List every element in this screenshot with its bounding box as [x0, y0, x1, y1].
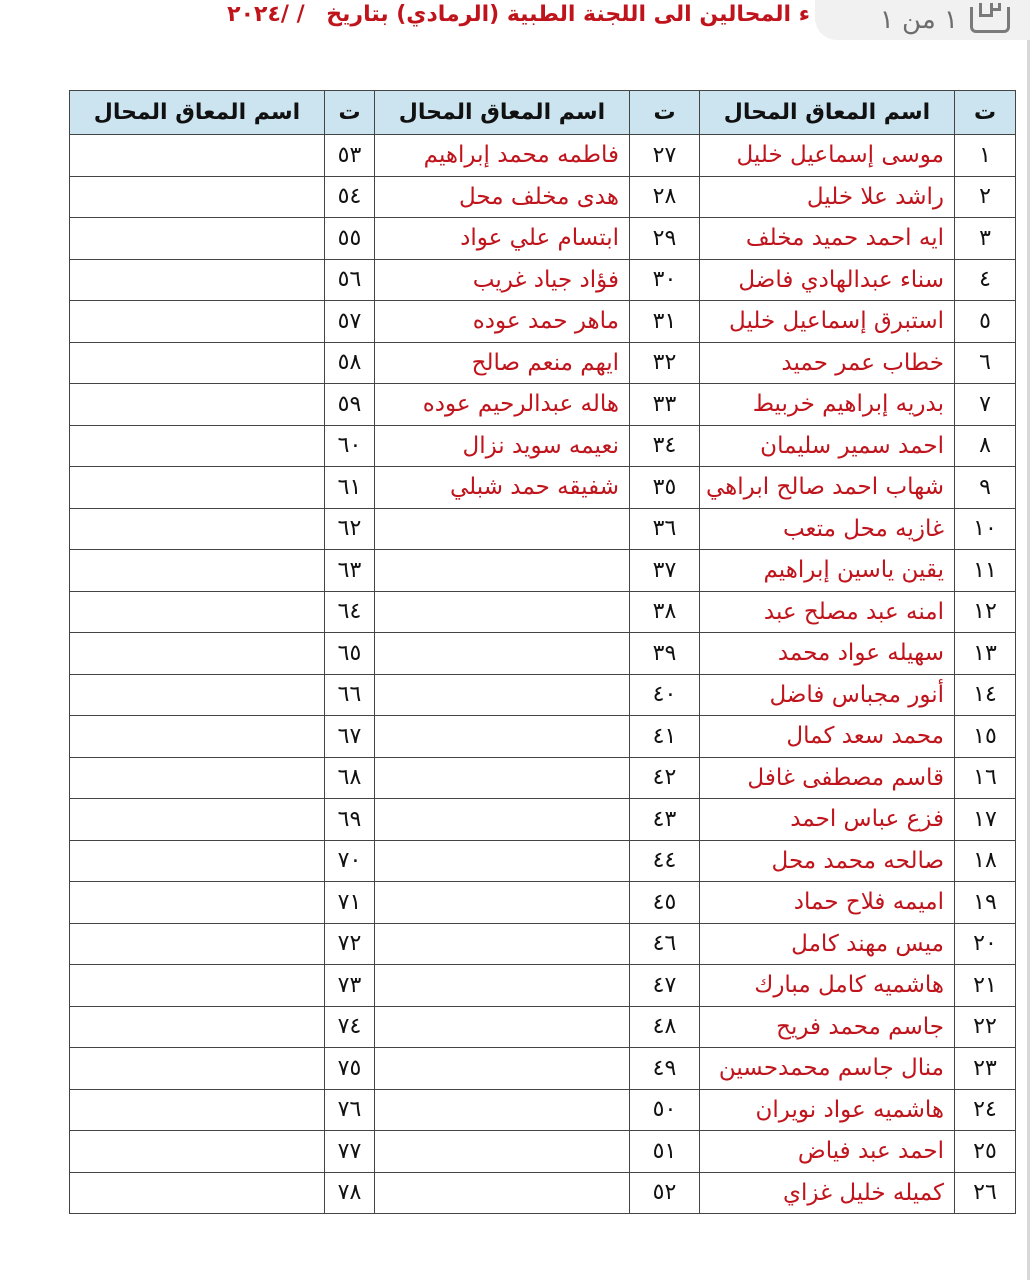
- row-number-3: ٧٨: [325, 1172, 375, 1214]
- table-row: [70, 1172, 1016, 1214]
- page-indicator[interactable]: [815, 0, 1030, 40]
- person-name-1: اميمه فلاح حماد: [700, 882, 955, 924]
- row-number-2: ٣٧: [630, 550, 700, 592]
- row-number-1: ٣: [955, 218, 1016, 260]
- person-name-1: راشد علا خليل: [700, 176, 955, 218]
- row-number-2: ٣١: [630, 301, 700, 343]
- pages-icon[interactable]: [970, 7, 1010, 33]
- header-name-3: اسم المعاق المحال: [70, 91, 325, 135]
- person-name-2: [375, 1131, 630, 1173]
- person-name-1: ايه احمد حميد مخلف: [700, 218, 955, 260]
- row-number-2: ٤٥: [630, 882, 700, 924]
- person-name-3: [70, 259, 325, 301]
- row-number-2: ٤٧: [630, 965, 700, 1007]
- row-number-3: ٥٦: [325, 259, 375, 301]
- person-name-1: هاشميه كامل مبارك: [700, 965, 955, 1007]
- table-row: [70, 840, 1016, 882]
- row-number-2: ٣٢: [630, 342, 700, 384]
- row-number-3: ٦٠: [325, 425, 375, 467]
- row-number-1: ٢٢: [955, 1006, 1016, 1048]
- person-name-3: [70, 135, 325, 177]
- row-number-3: ٦٨: [325, 757, 375, 799]
- table-row: [70, 259, 1016, 301]
- person-name-2: [375, 591, 630, 633]
- person-name-1: كميله خليل غزاي: [700, 1172, 955, 1214]
- row-number-1: ٦: [955, 342, 1016, 384]
- table-row: [70, 882, 1016, 924]
- row-number-3: ٥٩: [325, 384, 375, 426]
- person-name-2: [375, 633, 630, 675]
- person-name-1: هاشميه عواد نويران: [700, 1089, 955, 1131]
- header-name-2: اسم المعاق المحال: [375, 91, 630, 135]
- row-number-3: ٧٣: [325, 965, 375, 1007]
- row-number-2: ٤٤: [630, 840, 700, 882]
- person-name-3: [70, 1131, 325, 1173]
- row-number-2: ٣٠: [630, 259, 700, 301]
- person-name-3: [70, 1006, 325, 1048]
- header-name-1: اسم المعاق المحال: [700, 91, 955, 135]
- person-name-2: هاله عبدالرحيم عوده: [375, 384, 630, 426]
- table-row: [70, 965, 1016, 1007]
- header-number-2: ت: [630, 91, 700, 135]
- title-leading-glyph: ء: [798, 2, 810, 27]
- person-name-1: محمد سعد كمال: [700, 716, 955, 758]
- person-name-3: [70, 633, 325, 675]
- person-name-3: [70, 716, 325, 758]
- table-row: [70, 176, 1016, 218]
- person-name-1: شهاب احمد صالح ابراهي: [700, 467, 955, 509]
- row-number-2: ٤٢: [630, 757, 700, 799]
- person-name-1: صالحه محمد محل: [700, 840, 955, 882]
- table-row: [70, 674, 1016, 716]
- row-number-1: ١٥: [955, 716, 1016, 758]
- row-number-1: ١: [955, 135, 1016, 177]
- row-number-2: ٣٦: [630, 508, 700, 550]
- row-number-3: ٧٥: [325, 1048, 375, 1090]
- person-name-1: موسى إسماعيل خليل: [700, 135, 955, 177]
- row-number-3: ٦٢: [325, 508, 375, 550]
- row-number-2: ٤٣: [630, 799, 700, 841]
- person-name-2: [375, 674, 630, 716]
- row-number-1: ٢٣: [955, 1048, 1016, 1090]
- person-name-2: ايهم منعم صالح: [375, 342, 630, 384]
- person-name-3: [70, 508, 325, 550]
- person-name-3: [70, 923, 325, 965]
- row-number-3: ٧٧: [325, 1131, 375, 1173]
- person-name-2: نعيمه سويد نزال: [375, 425, 630, 467]
- table-row: [70, 1048, 1016, 1090]
- row-number-3: ٦٩: [325, 799, 375, 841]
- row-number-1: ٨: [955, 425, 1016, 467]
- person-name-1: فزع عباس احمد: [700, 799, 955, 841]
- person-name-1: خطاب عمر حميد: [700, 342, 955, 384]
- person-name-1: غازيه محل متعب: [700, 508, 955, 550]
- row-number-3: ٧٤: [325, 1006, 375, 1048]
- person-name-3: [70, 425, 325, 467]
- person-name-3: [70, 550, 325, 592]
- person-name-1: جاسم محمد فريح: [700, 1006, 955, 1048]
- person-name-3: [70, 799, 325, 841]
- row-number-3: ٥٥: [325, 218, 375, 260]
- table-row: [70, 550, 1016, 592]
- person-name-2: فؤاد جياد غريب: [375, 259, 630, 301]
- person-name-2: [375, 1048, 630, 1090]
- person-name-1: استبرق إسماعيل خليل: [700, 301, 955, 343]
- person-name-3: [70, 384, 325, 426]
- table-row: [70, 1131, 1016, 1173]
- row-number-2: ٥٠: [630, 1089, 700, 1131]
- person-name-3: [70, 301, 325, 343]
- person-name-2: هدى مخلف محل: [375, 176, 630, 218]
- row-number-2: ٢٩: [630, 218, 700, 260]
- table-row: [70, 799, 1016, 841]
- person-name-3: [70, 591, 325, 633]
- person-name-3: [70, 674, 325, 716]
- table-row: [70, 384, 1016, 426]
- row-number-3: ٦٦: [325, 674, 375, 716]
- person-name-3: [70, 1172, 325, 1214]
- referrals-table: [69, 90, 1016, 1214]
- person-name-3: [70, 1089, 325, 1131]
- person-name-3: [70, 342, 325, 384]
- row-number-2: ٤١: [630, 716, 700, 758]
- row-number-2: ٤٠: [630, 674, 700, 716]
- person-name-2: [375, 840, 630, 882]
- title-date: / /٢٠٢٤: [227, 2, 305, 27]
- person-name-1: ميس مهند كامل: [700, 923, 955, 965]
- person-name-3: [70, 965, 325, 1007]
- row-number-2: ٥٢: [630, 1172, 700, 1214]
- row-number-1: ١٢: [955, 591, 1016, 633]
- row-number-1: ٢٦: [955, 1172, 1016, 1214]
- person-name-1: بدريه إبراهيم خربيط: [700, 384, 955, 426]
- person-name-3: [70, 757, 325, 799]
- person-name-1: سناء عبدالهادي فاضل: [700, 259, 955, 301]
- person-name-2: [375, 1089, 630, 1131]
- row-number-1: ١٨: [955, 840, 1016, 882]
- title-text: المحالين الى اللجنة الطبية (الرمادي) بتاريخ: [326, 2, 792, 27]
- row-number-1: ٢: [955, 176, 1016, 218]
- row-number-3: ٧١: [325, 882, 375, 924]
- row-number-3: ٦١: [325, 467, 375, 509]
- person-name-2: شفيقه حمد شبلي: [375, 467, 630, 509]
- row-number-2: ٣٣: [630, 384, 700, 426]
- person-name-3: [70, 467, 325, 509]
- person-name-2: [375, 550, 630, 592]
- row-number-2: ٥١: [630, 1131, 700, 1173]
- table-row: [70, 1006, 1016, 1048]
- row-number-1: ١١: [955, 550, 1016, 592]
- row-number-2: ٤٩: [630, 1048, 700, 1090]
- person-name-3: [70, 218, 325, 260]
- table-row: [70, 342, 1016, 384]
- person-name-1: قاسم مصطفى غافل: [700, 757, 955, 799]
- table-row: [70, 923, 1016, 965]
- table-row: [70, 301, 1016, 343]
- row-number-1: ٩: [955, 467, 1016, 509]
- table-row: [70, 1089, 1016, 1131]
- table-header-row: [70, 91, 1016, 135]
- row-number-2: ٣٤: [630, 425, 700, 467]
- table-row: [70, 633, 1016, 675]
- page-indicator-text: ١ من ١: [879, 5, 958, 35]
- row-number-3: ٦٤: [325, 591, 375, 633]
- row-number-3: ٦٧: [325, 716, 375, 758]
- row-number-1: ١٠: [955, 508, 1016, 550]
- row-number-2: ٣٩: [630, 633, 700, 675]
- row-number-1: ٢١: [955, 965, 1016, 1007]
- row-number-3: ٦٥: [325, 633, 375, 675]
- row-number-3: ٥٨: [325, 342, 375, 384]
- table-row: [70, 135, 1016, 177]
- person-name-3: [70, 882, 325, 924]
- document-title: [210, 0, 810, 32]
- person-name-2: ماهر حمد عوده: [375, 301, 630, 343]
- table-row: [70, 591, 1016, 633]
- row-number-3: ٥٤: [325, 176, 375, 218]
- person-name-1: أنور مجباس فاضل: [700, 674, 955, 716]
- table-row: [70, 508, 1016, 550]
- row-number-1: ٢٥: [955, 1131, 1016, 1173]
- person-name-1: احمد عبد فياض: [700, 1131, 955, 1173]
- person-name-2: [375, 716, 630, 758]
- person-name-2: فاطمه محمد إبراهيم: [375, 135, 630, 177]
- table-row: [70, 716, 1016, 758]
- person-name-3: [70, 1048, 325, 1090]
- person-name-1: يقين ياسين إبراهيم: [700, 550, 955, 592]
- person-name-2: [375, 965, 630, 1007]
- person-name-2: [375, 882, 630, 924]
- table-row: [70, 467, 1016, 509]
- row-number-3: ٧٠: [325, 840, 375, 882]
- row-number-2: ٢٨: [630, 176, 700, 218]
- person-name-2: [375, 508, 630, 550]
- row-number-1: ٢٠: [955, 923, 1016, 965]
- person-name-2: [375, 757, 630, 799]
- person-name-2: [375, 923, 630, 965]
- person-name-3: [70, 176, 325, 218]
- person-name-1: سهيله عواد محمد: [700, 633, 955, 675]
- row-number-1: ١٣: [955, 633, 1016, 675]
- row-number-2: ٤٦: [630, 923, 700, 965]
- row-number-3: ٦٣: [325, 550, 375, 592]
- person-name-2: [375, 1172, 630, 1214]
- row-number-2: ٣٨: [630, 591, 700, 633]
- row-number-2: ٤٨: [630, 1006, 700, 1048]
- row-number-3: ٧٦: [325, 1089, 375, 1131]
- person-name-2: ابتسام علي عواد: [375, 218, 630, 260]
- row-number-1: ١٤: [955, 674, 1016, 716]
- table-row: [70, 757, 1016, 799]
- table-row: [70, 218, 1016, 260]
- row-number-2: ٢٧: [630, 135, 700, 177]
- person-name-1: منال جاسم محمدحسين: [700, 1048, 955, 1090]
- person-name-3: [70, 840, 325, 882]
- row-number-3: ٥٣: [325, 135, 375, 177]
- row-number-1: ٤: [955, 259, 1016, 301]
- row-number-1: ٧: [955, 384, 1016, 426]
- row-number-3: ٥٧: [325, 301, 375, 343]
- row-number-1: ٢٤: [955, 1089, 1016, 1131]
- table-body: [70, 135, 1016, 1214]
- header-number-3: ت: [325, 91, 375, 135]
- document-header: [0, 0, 1030, 72]
- person-name-1: احمد سمير سليمان: [700, 425, 955, 467]
- header-number-1: ت: [955, 91, 1016, 135]
- person-name-2: [375, 1006, 630, 1048]
- row-number-1: ١٦: [955, 757, 1016, 799]
- row-number-1: ٥: [955, 301, 1016, 343]
- row-number-1: ١٩: [955, 882, 1016, 924]
- table-row: [70, 425, 1016, 467]
- person-name-2: [375, 799, 630, 841]
- row-number-1: ١٧: [955, 799, 1016, 841]
- row-number-2: ٣٥: [630, 467, 700, 509]
- row-number-3: ٧٢: [325, 923, 375, 965]
- person-name-1: امنه عبد مصلح عبد: [700, 591, 955, 633]
